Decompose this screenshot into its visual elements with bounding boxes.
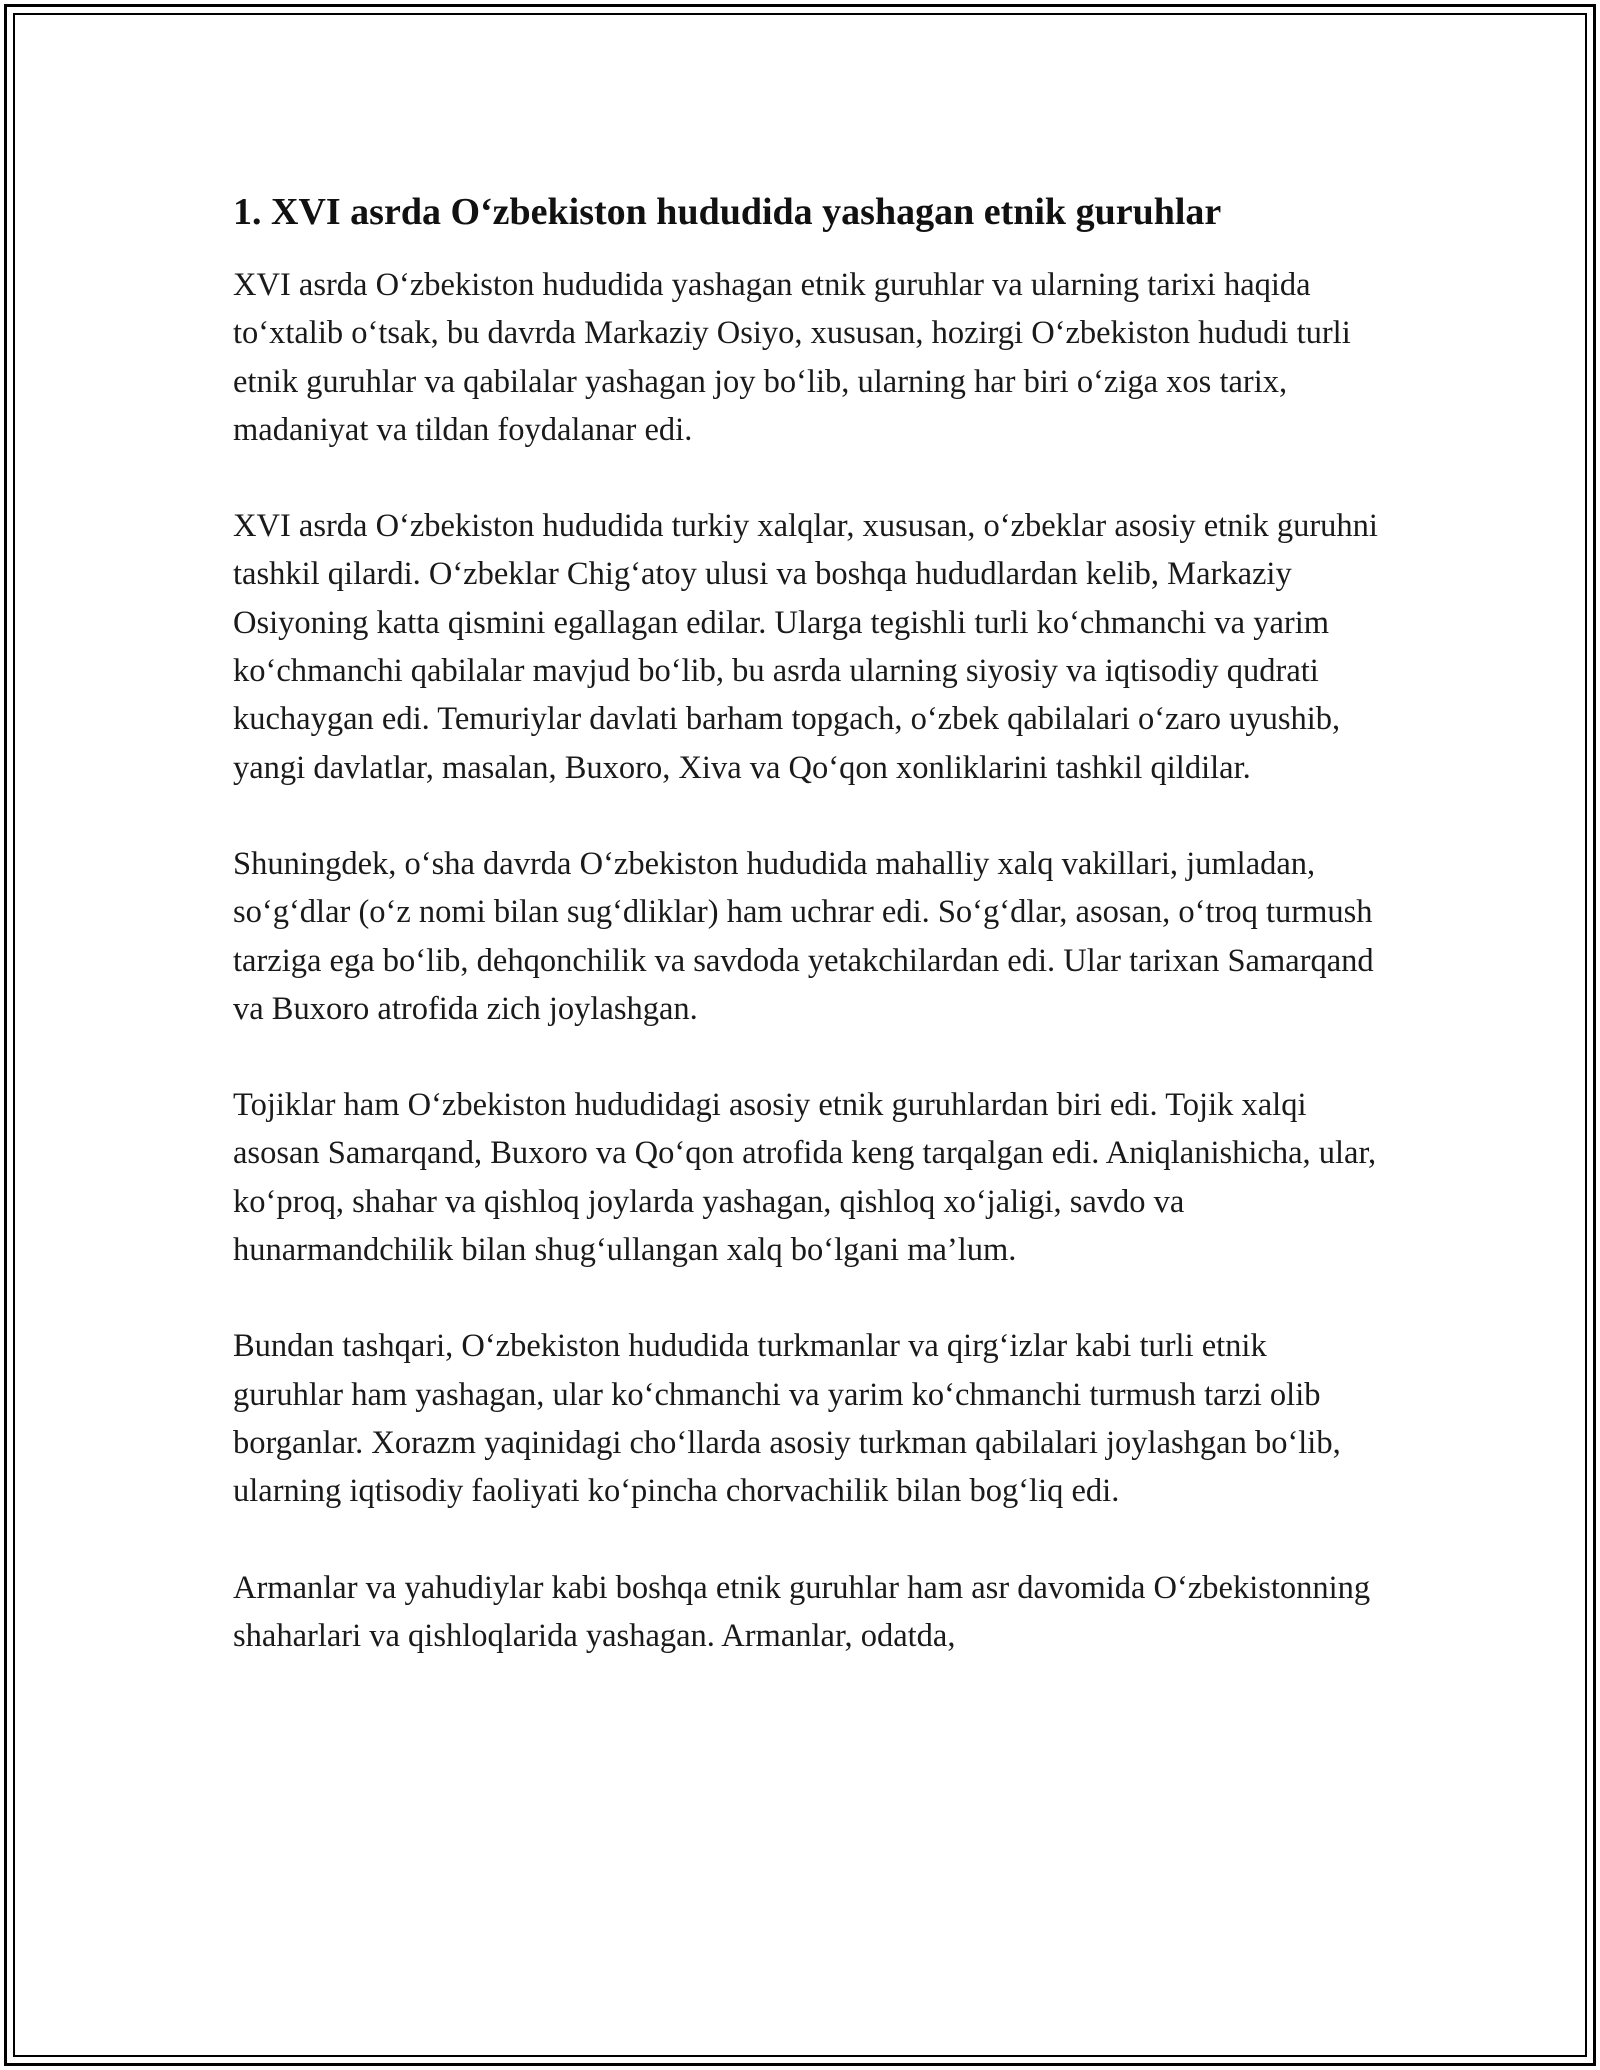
- section-heading: 1. XVI asrda O‘zbekiston hududida yashagan etnik guruhlar: [233, 191, 1222, 233]
- document-body: [233, 189, 1383, 1708]
- paragraph: Armanlar va yahudiylar kabi boshqa etnik guruhlar ham asr davomida O‘zbekistonning shaharlari va qishloqlarida yashagan. Armanlar, odatda,: [233, 1569, 1371, 1654]
- paragraph: XVI asrda O‘zbekiston hududida turkiy xalqlar, xususan, o‘zbeklar asosiy etnik guruhni tashkil qilardi. O‘zbeklar Chig‘atoy ulusi va boshqa hududlardan kelib, Markaziy Osiyoning katta qismini egallagan edilar. Ularga tegishli turli ko‘chmanchi va yarim ko‘chmanchi qabilalar mavjud bo‘lib, bu asrda ularning siyosiy va iqtisodiy qudrati kuchaygan edi. Temuriylar davlati barham topgach, o‘zbek qabilalari o‘zaro uyushib, yangi davlatlar, masalan, Buxoro, Xiva va Qo‘qon xonliklarini tashkil qildilar.: [233, 508, 1378, 786]
- paragraph: Tojiklar ham O‘zbekiston hududidagi asosiy etnik guruhlardan biri edi. Tojik xalqi asosan Samarqand, Buxoro va Qo‘qon atrofida keng tarqalgan edi. Aniqlanishicha, ular, ko‘proq, shahar va qishloq joylarda yashagan, qishloq xo‘jaligi, savdo va hunarmandchilik bilan shug‘ullangan xalq bo‘lgani ma’lum.: [233, 1087, 1377, 1269]
- document-page: [4, 4, 1596, 2066]
- paragraph: XVI asrda O‘zbekiston hududida yashagan etnik guruhlar va ularning tarixi haqida to‘xtalib o‘tsak, bu davrda Markaziy Osiyo, xususan, hozirgi O‘zbekiston hududi turli etnik guruhlar va qabilalar yashagan joy bo‘lib, ularning har biri o‘ziga xos tarix, madaniyat va tildan foydalanar edi.: [233, 267, 1351, 448]
- paragraph: Shuningdek, o‘sha davrda O‘zbekiston hududida mahalliy xalq vakillari, jumladan, so‘g‘dlar (o‘z nomi bilan sug‘dliklar) ham uchrar edi. So‘g‘dlar, asosan, o‘troq turmush tarziga ega bo‘lib, dehqonchilik va savdoda yetakchilardan edi. Ular tarixan Samarqand va Buxoro atrofida zich joylashgan.: [233, 845, 1374, 1027]
- paragraph: Bundan tashqari, O‘zbekiston hududida turkmanlar va qirg‘izlar kabi turli etnik guruhlar ham yashagan, ular ko‘chmanchi va yarim ko‘chmanchi turmush tarzi olib borganlar. Xorazm yaqinidagi cho‘llarda asosiy turkman qabilalari joylashgan bo‘lib, ularning iqtisodiy faoliyati ko‘pincha chorvachilik bilan bog‘liq edi.: [233, 1328, 1341, 1510]
